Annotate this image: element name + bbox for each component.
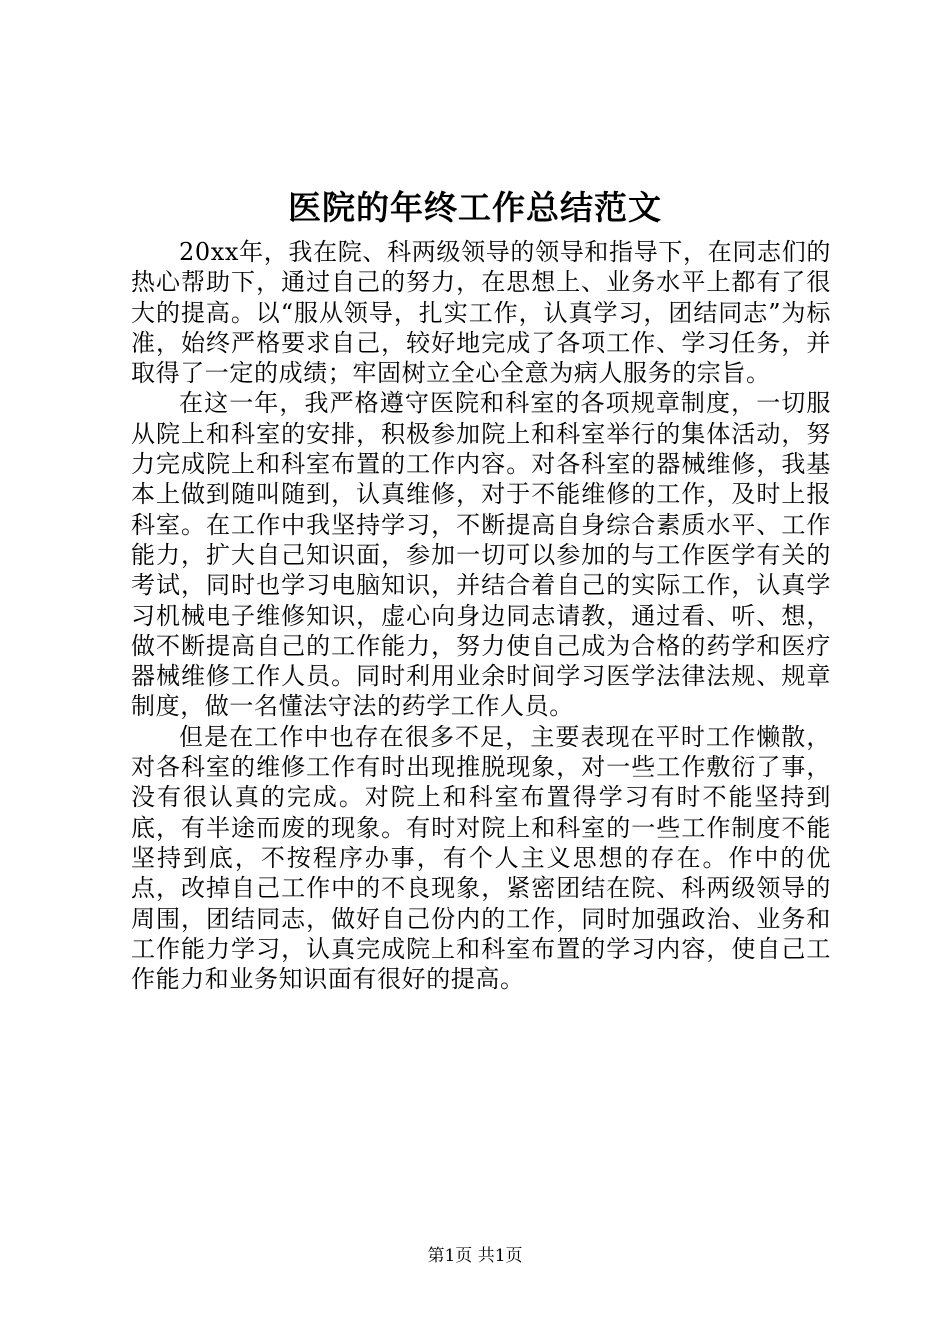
document-body	[131, 237, 831, 994]
page-footer: 第1页 共1页	[427, 1246, 523, 1266]
paragraph-2: 在这一年，我严格遵守医院和科室的各项规章制度，一切服从院上和科室的安排，积极参加院上和科室举行的集体活动，努力完成院上和科室布置的工作内容。对各科室的器械维修，我基本上做到随叫随到，认真维修，对于不能维修的工作，及时上报科室。在工作中我坚持学习，不断提高自身综合素质水平、工作能力，扩大自己知识面，参加一切可以参加的与工作医学有关的考试，同时也学习电脑知识，并结合着自己的实际工作，认真学习机械电子维修知识，虚心向身边同志请教，通过看、听、想，做不断提高自己的工作能力，努力使自己成为合格的药学和医疗器械维修工作人员。同时利用业余时间学习医学法律法规、规章制度，做一名懂法守法的药学工作人员。	[131, 389, 831, 721]
paragraph-1: 20xx年，我在院、科两级领导的领导和指导下，在同志们的热心帮助下，通过自己的努力，在思想上、业务水平上都有了很大的提高。以“服从领导，扎实工作，认真学习，团结同志”为标准，始终严格要求自己，较好地完成了各项工作、学习任务，并取得了一定的成绩；牢固树立全心全意为病人服务的宗旨。	[131, 238, 831, 388]
paragraph-3: 但是在工作中也存在很多不足，主要表现在平时工作懒散，对各科室的维修工作有时出现推脱现象，对一些工作敷衍了事，没有很认真的完成。对院上和科室布置得学习有时不能坚持到底，有半途而废的现象。有时对院上和科室的一些工作制度不能坚持到底，不按程序办事，有个人主义思想的存在。作中的优点，改掉自己工作中的不良现象，紧密团结在院、科两级领导的周围，团结同志，做好自己份内的工作，同时加强政治、业务和工作能力学习，认真完成院上和科室布置的学习内容，使自己工作能力和业务知识面有很好的提高。	[131, 722, 831, 994]
document-title: 医院的年终工作总结范文	[288, 188, 662, 227]
